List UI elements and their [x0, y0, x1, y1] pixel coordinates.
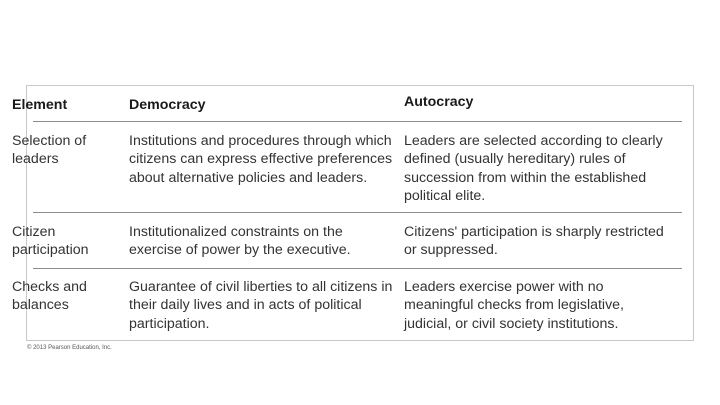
header-autocracy: Autocracy — [404, 94, 474, 110]
copyright-notice: © 2013 Pearson Education, Inc. — [27, 345, 112, 351]
row-element-cell: Selection of leaders — [12, 133, 87, 168]
row-democracy-cell: Guarantee of civil liberties to all citizens in their daily lives and in acts of political participation. — [129, 279, 393, 332]
header-divider — [33, 121, 682, 122]
row-divider — [33, 212, 682, 213]
row-democracy-cell: Institutionalized constraints on the exercise of power by the executive. — [129, 224, 351, 259]
header-democracy: Democracy — [129, 97, 206, 113]
row-element-cell: Citizen participation — [12, 224, 89, 259]
row-divider — [33, 268, 682, 269]
row-autocracy-cell: Citizens' participation is sharply restricted or suppressed. — [404, 224, 664, 259]
row-democracy-cell: Institutions and procedures through which citizens can express effective preferences about alternative policies and leaders. — [129, 133, 393, 186]
header-element: Element — [12, 97, 68, 113]
row-autocracy-cell: Leaders are selected according to clearly defined (usually hereditary) rules of succession from within the established political elite. — [404, 133, 663, 205]
row-element-cell: Checks and balances — [12, 279, 87, 314]
row-autocracy-cell: Leaders exercise power with no meaningful checks from legislative, judicial, or civil society institutions. — [404, 279, 625, 332]
